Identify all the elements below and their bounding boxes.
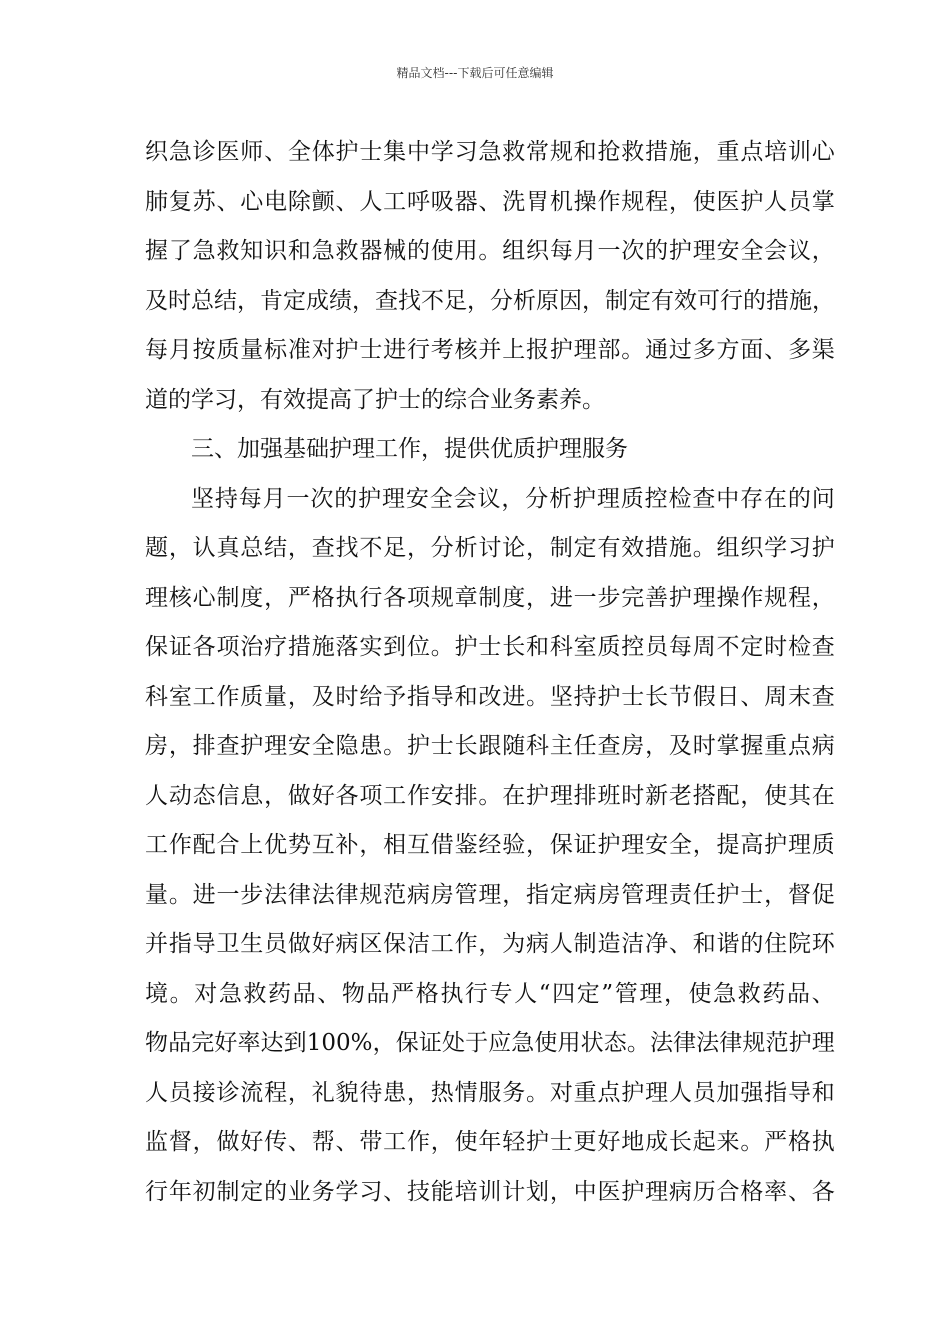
text-line: 量 。 进 一 步 法 律 法 律 规 范 病 房 管 理 ， 指 定 病 房 管 理 责 任 护 士 ， 督 促 <box>145 881 835 908</box>
text-line: 道的学习，有效提高了护士的综合业务素养。 <box>145 386 605 413</box>
text-line: 科 室 工 作 质 量 ， 及 时 给 予 指 导 和 改 进 。 坚 持 护 士 长 节 假 日 、 周 末 查 <box>145 683 835 710</box>
text-line: 人 动 态 信 息 ， 做 好 各 项 工 作 安 排 。 在 护 理 排 班 时 新 老 搭 配 ， 使 其 在 <box>145 782 835 809</box>
text-line: 人 员 接 诊 流 程 ， 礼 貌 待 患 ， 热 情 服 务 。 对 重 点 护 理 人 员 加 强 指 导 和 <box>145 1079 835 1106</box>
text-line: 及 时 总 结 ， 肯 定 成 绩 ， 查 找 不 足 ， 分 析 原 因 ， 制 定 有 效 可 行 的 措 施 ， <box>145 287 835 314</box>
text-line: 保 证 各 项 治 疗 措 施 落 实 到 位 。 护 士 长 和 科 室 质 控 员 每 周 不 定 时 检 查 <box>145 634 835 660</box>
text-line: 理 核 心 制 度 ， 严 格 执 行 各 项 规 章 制 度 ， 进 一 步 完 善 护 理 操 作 规 程 ， <box>145 584 835 611</box>
text-line: 每 月 按 质 量 标 准 对 护 士 进 行 考 核 并 上 报 护 理 部 。 通 过 多 方 面 、 多 渠 <box>145 337 835 363</box>
text-line: 织 急 诊 医 师 、 全 体 护 士 集 中 学 习 急 救 常 规 和 抢 救 措 施 ， 重 点 培 训 心 <box>145 139 835 165</box>
text-line: 物 品 完 好 率 达 到 100% ， 保 证 处 于 应 急 使 用 状 态 。 法 律 法 律 规 范 护 理 <box>145 1030 835 1056</box>
text-line: 并 指 导 卫 生 员 做 好 病 区 保 洁 工 作 ， 为 病 人 制 造 洁 净 、 和 谐 的 住 院 环 <box>145 931 835 957</box>
text-line: 肺 复 苏 、 心 电 除 颤 、 人 工 呼 吸 器 、 洗 胃 机 操 作 规 程 ， 使 医 护 人 员 掌 <box>145 188 835 215</box>
text-line: 境 。 对 急 救 药 品 、 物 品 严 格 执 行 专 人 “ 四 定 ” 管 理 ， 使 急 救 药 品 、 <box>145 980 835 1007</box>
text-line: 三、加强基础护理工作，提供优质护理服务 <box>191 436 628 462</box>
text-line: 房 ， 排 查 护 理 安 全 隐 患 。 护 士 长 跟 随 科 主 任 查 房 ， 及 时 掌 握 重 点 病 <box>145 733 835 759</box>
text-line: 行 年 初 制 定 的 业 务 学 习 、 技 能 培 训 计 划 ， 中 医 护 理 病 历 合 格 率 、 各 <box>145 1178 835 1205</box>
text-line: 握 了 急 救 知 识 和 急 救 器 械 的 使 用 。 组 织 每 月 一 次 的 护 理 安 全 会 议 ， <box>145 238 835 264</box>
text-line: 坚 持 每 月 一 次 的 护 理 安 全 会 议 ， 分 析 护 理 质 控 检 查 中 存 在 的 问 <box>191 485 835 512</box>
document-body <box>145 128 835 1217</box>
page-header: 精品文档---下载后可任意编辑 <box>396 66 554 80</box>
text-line: 题 ， 认 真 总 结 ， 查 找 不 足 ， 分 析 讨 论 ， 制 定 有 效 措 施 。 组 织 学 习 护 <box>145 535 835 561</box>
text-line: 工 作 配 合 上 优 势 互 补 ， 相 互 借 鉴 经 验 ， 保 证 护 理 安 全 ， 提 高 护 理 质 <box>145 832 835 858</box>
text-line: 监 督 ， 做 好 传 、 帮 、 带 工 作 ， 使 年 轻 护 士 更 好 地 成 长 起 来 。 严 格 执 <box>145 1129 835 1155</box>
